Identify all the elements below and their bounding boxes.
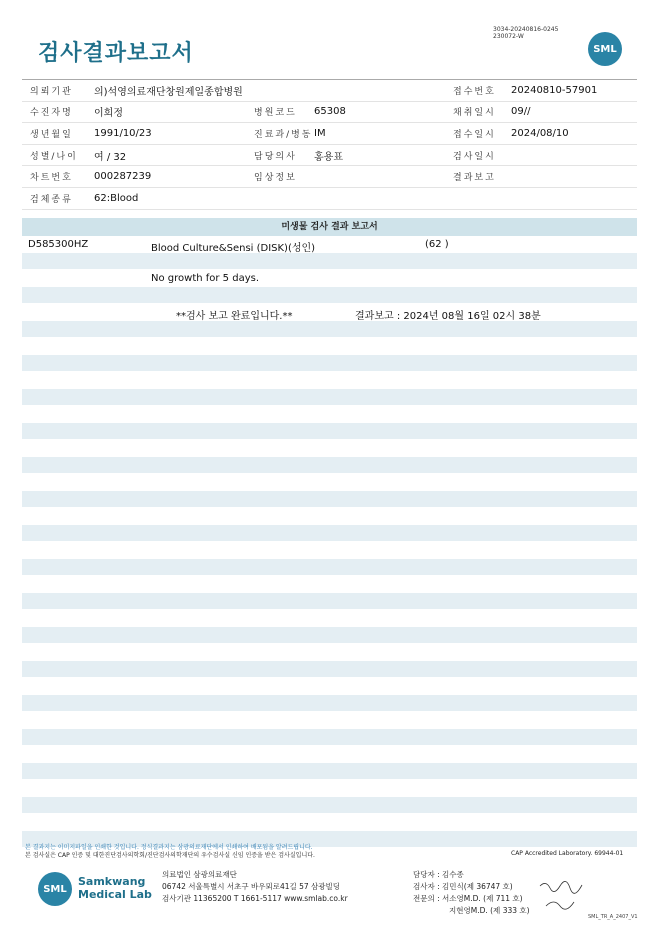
stripe-band xyxy=(22,661,637,677)
stripe-band xyxy=(22,253,637,269)
section-title: 미생물 검사 결과 보고서 xyxy=(22,218,637,236)
info-value: 62:Blood xyxy=(94,192,139,204)
info-value: 09// xyxy=(511,106,531,118)
stripe-band xyxy=(22,627,637,643)
info-row xyxy=(22,80,637,102)
stripe-band xyxy=(22,593,637,609)
stripe-band xyxy=(22,491,637,507)
page-title: 검사결과보고서 xyxy=(38,41,194,66)
staff-tester: 검사자 : 김민식(제 36747 호) xyxy=(413,882,513,891)
test-name: Blood Culture&Sensi (DISK)(성인) xyxy=(151,243,316,254)
info-row xyxy=(22,123,637,145)
staff-specialist-2: 지현영M.D. (제 333 호) xyxy=(449,906,530,915)
stripe-band xyxy=(22,287,637,303)
info-row xyxy=(22,102,637,124)
contact: 검사기관 11365200 T 1661-5117 www.smlab.co.kr xyxy=(162,894,348,903)
staff-specialist-1: 전문의 : 서소영M.D. (제 711 호) xyxy=(413,894,523,903)
info-value: IM xyxy=(314,127,326,139)
document-id-line2: 230072-W xyxy=(493,33,524,40)
staff-manager: 담당자 : 김수종 xyxy=(413,870,464,879)
org-name: 의료법인 삼광의료재단 xyxy=(162,870,237,879)
info-label: 접수일시 xyxy=(453,129,496,140)
info-label: 진료과/병동 xyxy=(254,129,313,140)
info-row xyxy=(22,166,637,188)
stripe-band xyxy=(22,559,637,575)
report-time: 결과보고 : 2024년 08월 16일 02시 38분 xyxy=(355,311,541,322)
info-label: 차트번호 xyxy=(30,173,73,184)
signature-image xyxy=(536,878,636,918)
info-value: 000287239 xyxy=(94,171,152,183)
disclaimer-cap: 본 검사실은 CAP 인증 및 대한진단검사의학회/진단검사의학재단의 우수검사실 신임 인증을 받은 검사실입니다. xyxy=(25,852,315,859)
stripe-band xyxy=(22,355,637,371)
info-label: 검체종류 xyxy=(30,194,73,205)
info-row xyxy=(22,188,637,210)
result-text: No growth for 5 days. xyxy=(151,273,260,284)
stripe-band xyxy=(22,695,637,711)
specimen-code: (62 ) xyxy=(425,239,449,250)
info-label: 임상정보 xyxy=(254,173,297,184)
form-code: SML_TR_A_2407_V1 xyxy=(588,914,638,920)
info-value: 여 / 32 xyxy=(94,151,127,163)
sml-logo-footer: SML xyxy=(38,872,72,906)
info-label: 검사일시 xyxy=(453,151,496,162)
completion-text: **검사 보고 완료입니다.** xyxy=(176,311,293,322)
stripe-band xyxy=(22,321,637,337)
stripe-band xyxy=(22,389,637,405)
sml-logo: SML xyxy=(588,32,622,66)
info-label: 성별/나이 xyxy=(30,151,78,162)
disclaimer-blue: 본 결과지는 이미지파일을 인쇄한 것입니다. 정식결과지는 삼광의료재단에서 인쇄하여 배포됨을 알려드립니다. xyxy=(25,844,313,851)
stripe-band xyxy=(22,457,637,473)
info-label: 병원코드 xyxy=(254,108,297,119)
info-label: 결과보고 xyxy=(453,173,496,184)
info-value: 2024/08/10 xyxy=(511,127,569,139)
stripe-band xyxy=(22,763,637,779)
info-label: 수진자명 xyxy=(30,108,73,119)
lab-name-line2: Medical Lab xyxy=(78,888,152,901)
patient-info-table xyxy=(22,79,637,210)
stripe-band xyxy=(22,729,637,745)
info-value: 홍용표 xyxy=(314,151,343,163)
info-label: 의뢰기관 xyxy=(30,86,73,97)
stripe-band xyxy=(22,525,637,541)
document-id xyxy=(493,26,558,40)
info-label: 담당의사 xyxy=(254,151,297,162)
document-id-line1: 3034-20240816-0245 xyxy=(493,26,559,33)
info-value: 20240810-57901 xyxy=(511,84,598,96)
stripe-band xyxy=(22,797,637,813)
info-value: 65308 xyxy=(314,106,346,118)
info-label: 생년월일 xyxy=(30,129,73,140)
stripe-band xyxy=(22,423,637,439)
lab-address-block xyxy=(162,869,348,905)
info-row xyxy=(22,145,637,167)
info-label: 접수번호 xyxy=(453,86,496,97)
lab-name xyxy=(78,875,152,901)
cap-accreditation: CAP Accredited Laboratory. 69944-01 xyxy=(511,850,624,857)
info-value: 의)석영의료재단창원제일종합병원 xyxy=(94,86,243,98)
address: 06742 서울특별시 서초구 바우뫼로41길 57 삼광빌딩 xyxy=(162,882,341,891)
info-label: 채취일시 xyxy=(453,108,496,119)
staff-block xyxy=(413,869,530,917)
lab-name-line1: Samkwang xyxy=(78,875,146,888)
info-value: 1991/10/23 xyxy=(94,127,152,139)
test-code: D585300HZ xyxy=(28,239,89,250)
info-value: 이희정 xyxy=(94,108,123,120)
